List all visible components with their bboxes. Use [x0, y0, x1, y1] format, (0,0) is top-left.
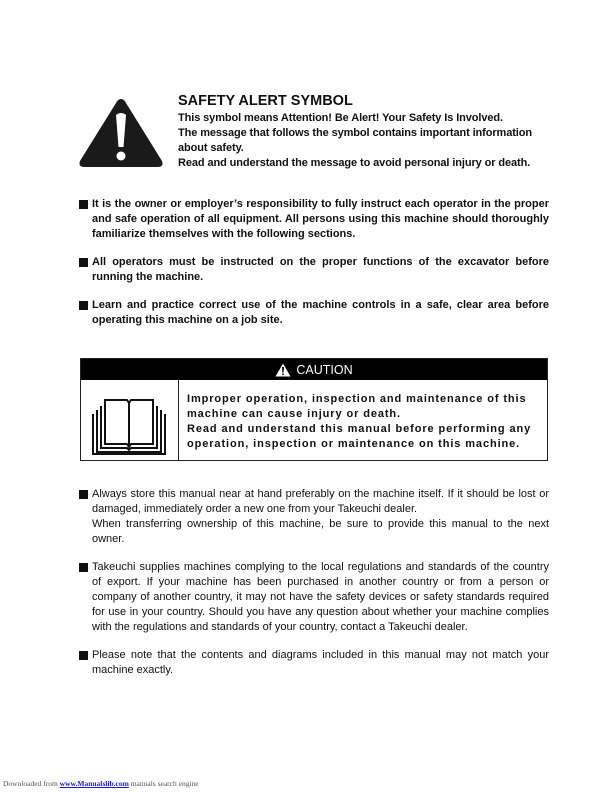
caution-line: Improper operation, inspection and maintenance of this machine can cause injury or death.: [187, 393, 527, 420]
list-item: [79, 487, 549, 547]
square-bullet-icon: [79, 301, 88, 310]
list-item: [79, 197, 549, 242]
footer-prefix: Downloaded from: [3, 779, 60, 788]
open-book-icon: [91, 394, 167, 460]
list-item: [79, 648, 549, 678]
caution-label: CAUTION: [296, 362, 353, 377]
footer-suffix: manuals search engine: [128, 779, 199, 788]
list-item-text: Learn and practice correct use of the machine controls in a safe, clear area before operating this machine on a job site.: [92, 299, 549, 326]
list-item: [79, 560, 549, 635]
caution-line: Read and understand this manual before performing any operation, inspection or maintenance on this machine.: [187, 423, 532, 450]
caution-header: [81, 359, 547, 380]
manualslib-link[interactable]: www.Manualslib.com: [59, 779, 129, 788]
list-item: [79, 255, 549, 285]
safety-alert-line: This symbol means Attention! Be Alert! Your Safety Is Involved.: [178, 112, 503, 124]
safety-alert-line: Read and understand the message to avoid personal injury or death.: [178, 157, 531, 169]
list-item-text: Always store this manual near at hand preferably on the machine itself. If it should be lost or damaged, immediately order a new one from your Takeuchi dealer.: [92, 488, 549, 515]
square-bullet-icon: [79, 258, 88, 267]
list-item-text: It is the owner or employer’s responsibility to fully instruct each operator in the proper and safe operation of all equipment. All persons using this machine should thoroughly familiarize themselves with the following sections.: [92, 198, 549, 240]
square-bullet-icon: [79, 651, 88, 660]
caution-box: [80, 358, 548, 461]
list-item-text: All operators must be instructed on the proper functions of the excavator before running the machine.: [92, 256, 549, 283]
responsibility-list: [79, 197, 549, 341]
manual-notes-list: [79, 487, 549, 691]
caution-text: [179, 380, 547, 461]
square-bullet-icon: [79, 490, 88, 499]
list-item: [79, 298, 549, 328]
warning-triangle-icon: [275, 363, 291, 377]
safety-alert-block: [178, 93, 558, 171]
caution-image-cell: [81, 380, 179, 461]
square-bullet-icon: [79, 563, 88, 572]
list-item-text: Please note that the contents and diagrams included in this manual may not match your machine exactly.: [92, 649, 549, 676]
list-item-text: Takeuchi supplies machines complying to the local regulations and standards of the country of export. If your machine has been purchased in another country or from a person or company of another country, it may not have the safety devices or safety standards required for use in your country. Should you have any question about whether your machine complies with the regulations and standards of your country, contact a Takeuchi dealer.: [92, 561, 549, 633]
safety-alert-title: SAFETY ALERT SYMBOL: [178, 93, 353, 109]
warning-triangle-icon: [78, 97, 164, 169]
caution-body: [81, 380, 547, 461]
list-item-text: When transferring ownership of this machine, be sure to provide this manual to the next owner.: [92, 518, 549, 545]
square-bullet-icon: [79, 200, 88, 209]
download-footer: [3, 779, 199, 788]
safety-alert-line: The message that follows the symbol contains important information about safety.: [178, 127, 532, 154]
